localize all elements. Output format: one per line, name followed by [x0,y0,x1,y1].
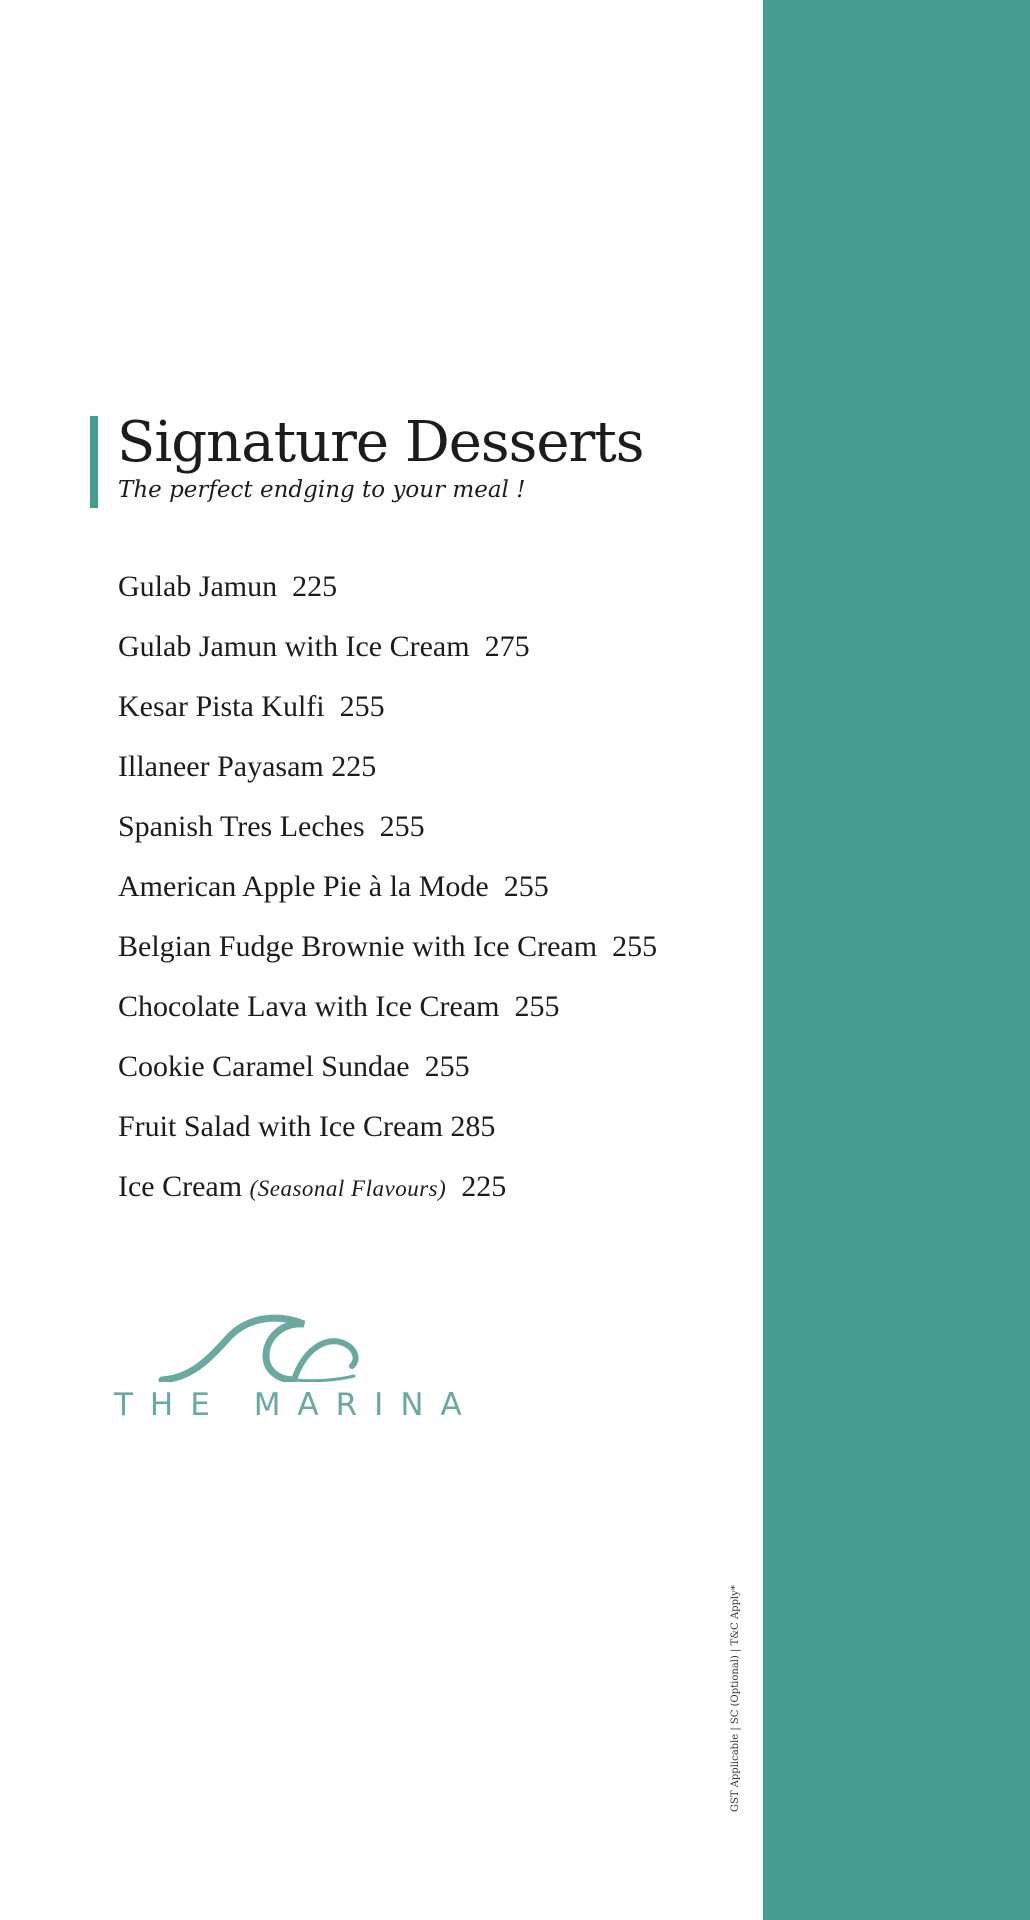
menu-item [118,862,657,922]
item-name: Ice Cream [118,1170,243,1203]
item-price: 275 [484,630,530,663]
item-price: 225 [331,750,377,783]
item-note: (Seasonal Flavours) [249,1176,447,1201]
item-name: Kesar Pista Kulfi [118,690,325,723]
item-name: Gulab Jamun [118,570,278,603]
menu-item [118,802,657,862]
item-price: 255 [612,930,658,963]
item-name: Illaneer Payasam [118,750,324,783]
item-price: 255 [514,990,560,1023]
menu-item [118,742,657,802]
brand-name: THE MARINA [114,1387,479,1423]
tax-disclaimer: GST Applicable | SC (Optional) | T&C Apply* [730,1585,741,1812]
dessert-menu-list [118,562,657,1222]
item-price: 225 [292,570,338,603]
item-name: Fruit Salad with Ice Cream [118,1110,443,1143]
item-price: 255 [339,690,385,723]
item-price: 255 [379,810,425,843]
item-name: Cookie Caramel Sundae [118,1050,410,1083]
page-title: Signature Desserts [117,410,644,475]
item-name: Spanish Tres Leches [118,810,365,843]
brand-logo [114,1310,479,1426]
menu-item [118,1162,657,1222]
menu-item [118,562,657,622]
item-name: Gulab Jamun with Ice Cream [118,630,470,663]
item-price: 225 [461,1170,507,1203]
menu-item [118,622,657,682]
item-price: 255 [424,1050,470,1083]
menu-item [118,682,657,742]
item-name: Belgian Fudge Brownie with Ice Cream [118,930,598,963]
side-color-band [763,0,1030,1920]
menu-item [118,1102,657,1162]
title-accent-bar [90,416,98,508]
page-subtitle: The perfect endging to your meal ! [118,477,526,503]
menu-item [118,1042,657,1102]
wave-logo-icon [114,1310,414,1382]
item-price: 285 [450,1110,496,1143]
item-name: Chocolate Lava with Ice Cream [118,990,500,1023]
menu-item [118,982,657,1042]
menu-item [118,922,657,982]
item-name: American Apple Pie à la Mode [118,870,489,903]
item-price: 255 [503,870,549,903]
